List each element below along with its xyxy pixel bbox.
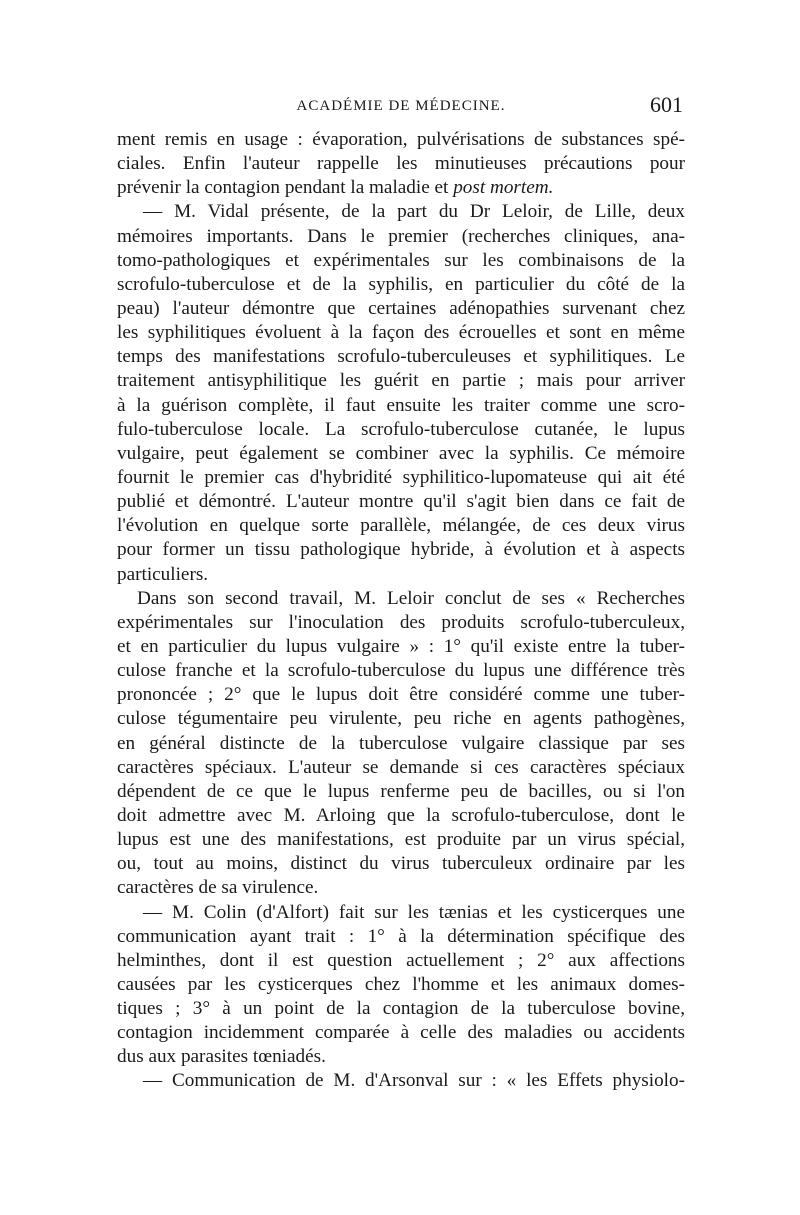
text-line-content: et en particulier du lupus vulgaire » : 1° qu'il existe entre la tuber- (117, 635, 685, 657)
page-header (117, 92, 685, 120)
text-line-content: les syphilitiques évoluent à la façon des écrouelles et sont en même (117, 322, 685, 344)
text-line-content: scrofulo-tuberculose et de la syphilis, en particulier du côté de la (117, 273, 685, 295)
running-title: ACADÉMIE DE MÉDECINE. (296, 98, 506, 114)
text-line (117, 683, 685, 707)
text-line-content: ciales. Enfin l'auteur rappelle les minutieuses précautions pour (117, 153, 685, 175)
text-line (117, 1021, 685, 1045)
text-line-italic: post mortem. (453, 177, 554, 199)
text-line (117, 128, 685, 152)
text-line (117, 949, 685, 973)
text-line-content: ou, tout au moins, distinct du virus tuberculeux ordinaire par les (117, 853, 685, 875)
text-line-content: l'évolution en quelque sorte parallèle, mélangée, de ces deux virus (117, 515, 685, 537)
text-line-content: culose franche et la scrofulo-tuberculose du lupus une différence très (117, 660, 685, 682)
text-line (117, 1045, 685, 1069)
text-line-content: caractères spéciaux. L'auteur se demande si ces caractères spéciaux (117, 756, 685, 778)
text-line-content: communication ayant trait : 1° à la détermination spécifique des (117, 925, 685, 947)
text-line (117, 707, 685, 731)
text-line-content: à la guérison complète, il faut ensuite les traiter comme une scro- (117, 394, 685, 416)
text-line (117, 901, 685, 925)
text-line-content: en général distincte de la tuberculose vulgaire classique par ses (117, 732, 685, 754)
text-line (117, 394, 685, 418)
text-line-content: causées par les cysticerques chez l'homme et les animaux domes- (117, 973, 685, 995)
text-line-content: fournit le premier cas d'hybridité syphilitico-lupomateuse qui ait été (117, 466, 685, 488)
text-line-content: temps des manifestations scrofulo-tuberculeuses et syphilitiques. Le (117, 346, 685, 368)
text-line (117, 176, 685, 200)
text-line-content: expérimentales sur l'inoculation des produits scrofulo-tuberculeux, (117, 611, 685, 633)
text-line-content: — M. Vidal présente, de la part du Dr Leloir, de Lille, deux (143, 201, 685, 223)
text-line-content: doit admettre avec M. Arloing que la scrofulo-tuberculose, dont le (117, 804, 685, 826)
text-line (117, 249, 685, 273)
text-line-content: — M. Colin (d'Alfort) fait sur les tænias et les cysticerques une (143, 901, 685, 923)
text-line-content: pour former un tissu pathologique hybride, à évolution et à aspects (117, 539, 685, 561)
text-line (117, 563, 685, 587)
text-line-content: dépendent de ce que le lupus renferme peu de bacilles, ou si l'on (117, 780, 685, 802)
text-line-content: vulgaire, peut également se combiner avec la syphilis. Ce mémoire (117, 442, 685, 464)
text-line-content: traitement antisyphilitique les guérit en partie ; mais pour arriver (117, 370, 685, 392)
text-line-content: tomo-pathologiques et expérimentales sur les combinaisons de la (117, 249, 685, 271)
text-line (117, 200, 685, 224)
text-line (117, 852, 685, 876)
text-line (117, 925, 685, 949)
text-line (117, 611, 685, 635)
text-line-content: — Communication de M. d'Arsonval sur : « les Effets physiolo- (143, 1070, 685, 1092)
text-line-content: publié et démontré. L'auteur montre qu'il s'agit bien dans ce fait de (117, 491, 685, 513)
text-line (117, 997, 685, 1021)
text-line (117, 780, 685, 804)
text-line (117, 635, 685, 659)
text-line (117, 538, 685, 562)
text-line-content: caractères de sa virulence. (117, 877, 319, 899)
text-line (117, 152, 685, 176)
text-line (117, 273, 685, 297)
text-line (117, 1069, 685, 1093)
body-text (117, 128, 685, 1094)
text-line (117, 804, 685, 828)
text-line-content: Dans son second travail, M. Leloir conclut de ses « Recherches (137, 587, 685, 609)
text-line-content: culose tégumentaire peu virulente, peu riche en agents pathogènes, (117, 708, 685, 730)
text-line (117, 369, 685, 393)
text-line-content: helminthes, dont il est question actuellement ; 2° aux affections (117, 949, 685, 971)
text-line-content: contagion incidemment comparée à celle des maladies ou accidents (117, 1022, 685, 1044)
text-line (117, 514, 685, 538)
text-line (117, 490, 685, 514)
text-line-content: tiques ; 3° à un point de la contagion de la tuberculose bovine, (117, 998, 685, 1020)
text-line-content: ment remis en usage : évaporation, pulvérisations de substances spé- (117, 129, 685, 150)
text-line (117, 659, 685, 683)
text-line (117, 297, 685, 321)
text-line-content: fulo-tuberculose locale. La scrofulo-tuberculose cutanée, le lupus (117, 418, 685, 440)
text-line (117, 321, 685, 345)
text-line (117, 345, 685, 369)
text-line (117, 973, 685, 997)
text-line-content: particuliers. (117, 563, 209, 585)
text-line-content: mémoires importants. Dans le premier (recherches cliniques, ana- (117, 225, 685, 247)
text-line (117, 225, 685, 249)
text-line (117, 466, 685, 490)
text-line (117, 828, 685, 852)
page-number: 601 (650, 92, 683, 117)
text-line-content: prévenir la contagion pendant la maladie et (117, 177, 454, 199)
text-line-content: peau) l'auteur démontre que certaines adénopathies survenant chez (117, 297, 685, 319)
text-line (117, 732, 685, 756)
text-line-content: prononcée ; 2° que le lupus doit être considéré comme une tuber- (117, 684, 685, 706)
text-line-content: lupus est une des manifestations, est produite par un virus spécial, (117, 829, 685, 851)
text-line (117, 876, 685, 900)
text-line (117, 587, 685, 611)
text-line-content: dus aux parasites tœniadés. (117, 1046, 326, 1068)
text-line (117, 756, 685, 780)
text-line (117, 418, 685, 442)
text-line (117, 442, 685, 466)
